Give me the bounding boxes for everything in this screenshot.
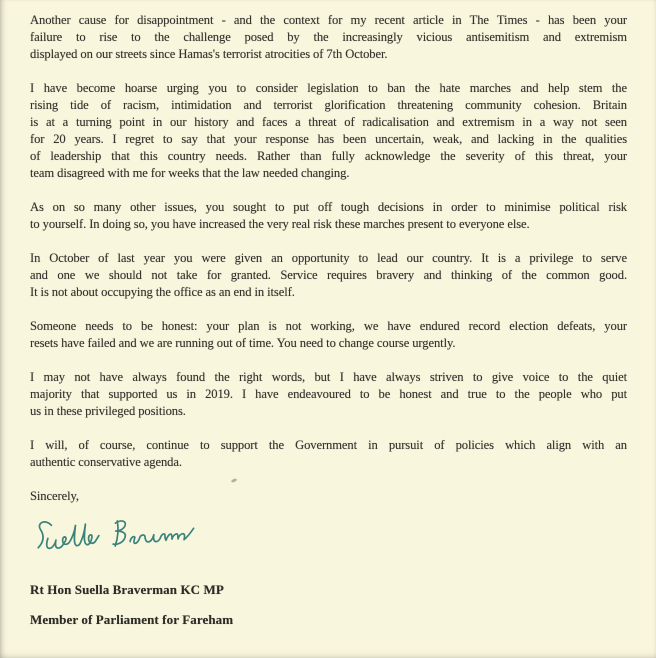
closing-salutation: Sincerely,	[30, 489, 79, 503]
letter-line: In October of last year you were given an opportunity to lead our country. It is a privilege to serve	[30, 251, 627, 265]
letter-line: to yourself. In doing so, you have increased the very real risk these marches present to everyone else.	[30, 217, 530, 231]
letter-line: Someone needs to be honest: your plan is not working, we have endured record election defeats, your	[30, 319, 627, 333]
letter-line: authentic conservative agenda.	[30, 455, 182, 469]
letter-paragraph	[30, 250, 627, 301]
letter-line: failure to rise to the challenge posed by the increasingly vicious antisemitism and extremism	[30, 30, 627, 44]
letter-line: It is not about occupying the office as an end in itself.	[30, 285, 295, 299]
letter-line: rising tide of racism, intimidation and terrorist glorification threatening community cohesion. Britain	[30, 98, 627, 112]
letter-line: team disagreed with me for weeks that the law needed changing.	[30, 166, 350, 180]
letter-line: resets have failed and we are running out of time. You need to change course urgently.	[30, 336, 456, 350]
letter-paragraph	[30, 199, 627, 233]
letter-line: As on so many other issues, you sought to put off tough decisions in order to minimise political risk	[30, 200, 627, 214]
letter-line: us in these privileged positions.	[30, 404, 186, 418]
letter-line: I will, of course, continue to support the Government in pursuit of policies which align with an	[30, 438, 627, 452]
letter-paragraph	[30, 318, 627, 352]
letter-line: of leadership that this country needs. Rather than fully acknowledge the severity of this threat, your	[30, 149, 627, 163]
signature-block	[32, 511, 627, 573]
signoff-name: Rt Hon Suella Braverman KC MP	[30, 582, 224, 597]
letter-line: and one we should not take for granted. Service requires bravery and thinking of the common good.	[30, 268, 627, 282]
letter-line: Another cause for disappointment - and the context for my recent article in The Times - has been your	[30, 13, 627, 27]
letter-line: displayed on our streets since Hamas's terrorist atrocities of 7th October.	[30, 47, 388, 61]
letter-line: I may not have always found the right words, but I have always striven to give voice to the quiet	[30, 370, 627, 384]
letter-body	[30, 12, 627, 628]
letter-line: I have become hoarse urging you to consider legislation to ban the hate marches and help stem the	[30, 81, 627, 95]
signature-handwritten	[32, 511, 204, 569]
letter-line: for 20 years. I regret to say that your response has been uncertain, weak, and lacking in the qualities	[30, 132, 627, 146]
letter-line: majority that supported us in 2019. I have endeavoured to be honest and true to the people who put	[30, 387, 627, 401]
letter-paragraph	[30, 369, 627, 420]
letter-paragraph	[30, 12, 627, 63]
signoff-role: Member of Parliament for Fareham	[30, 612, 234, 627]
letter-paragraph	[30, 437, 627, 471]
letter-line: is at a turning point in our history and faces a threat of radicalisation and extremism in a way not seen	[30, 115, 627, 129]
letter-paragraph	[30, 80, 627, 182]
